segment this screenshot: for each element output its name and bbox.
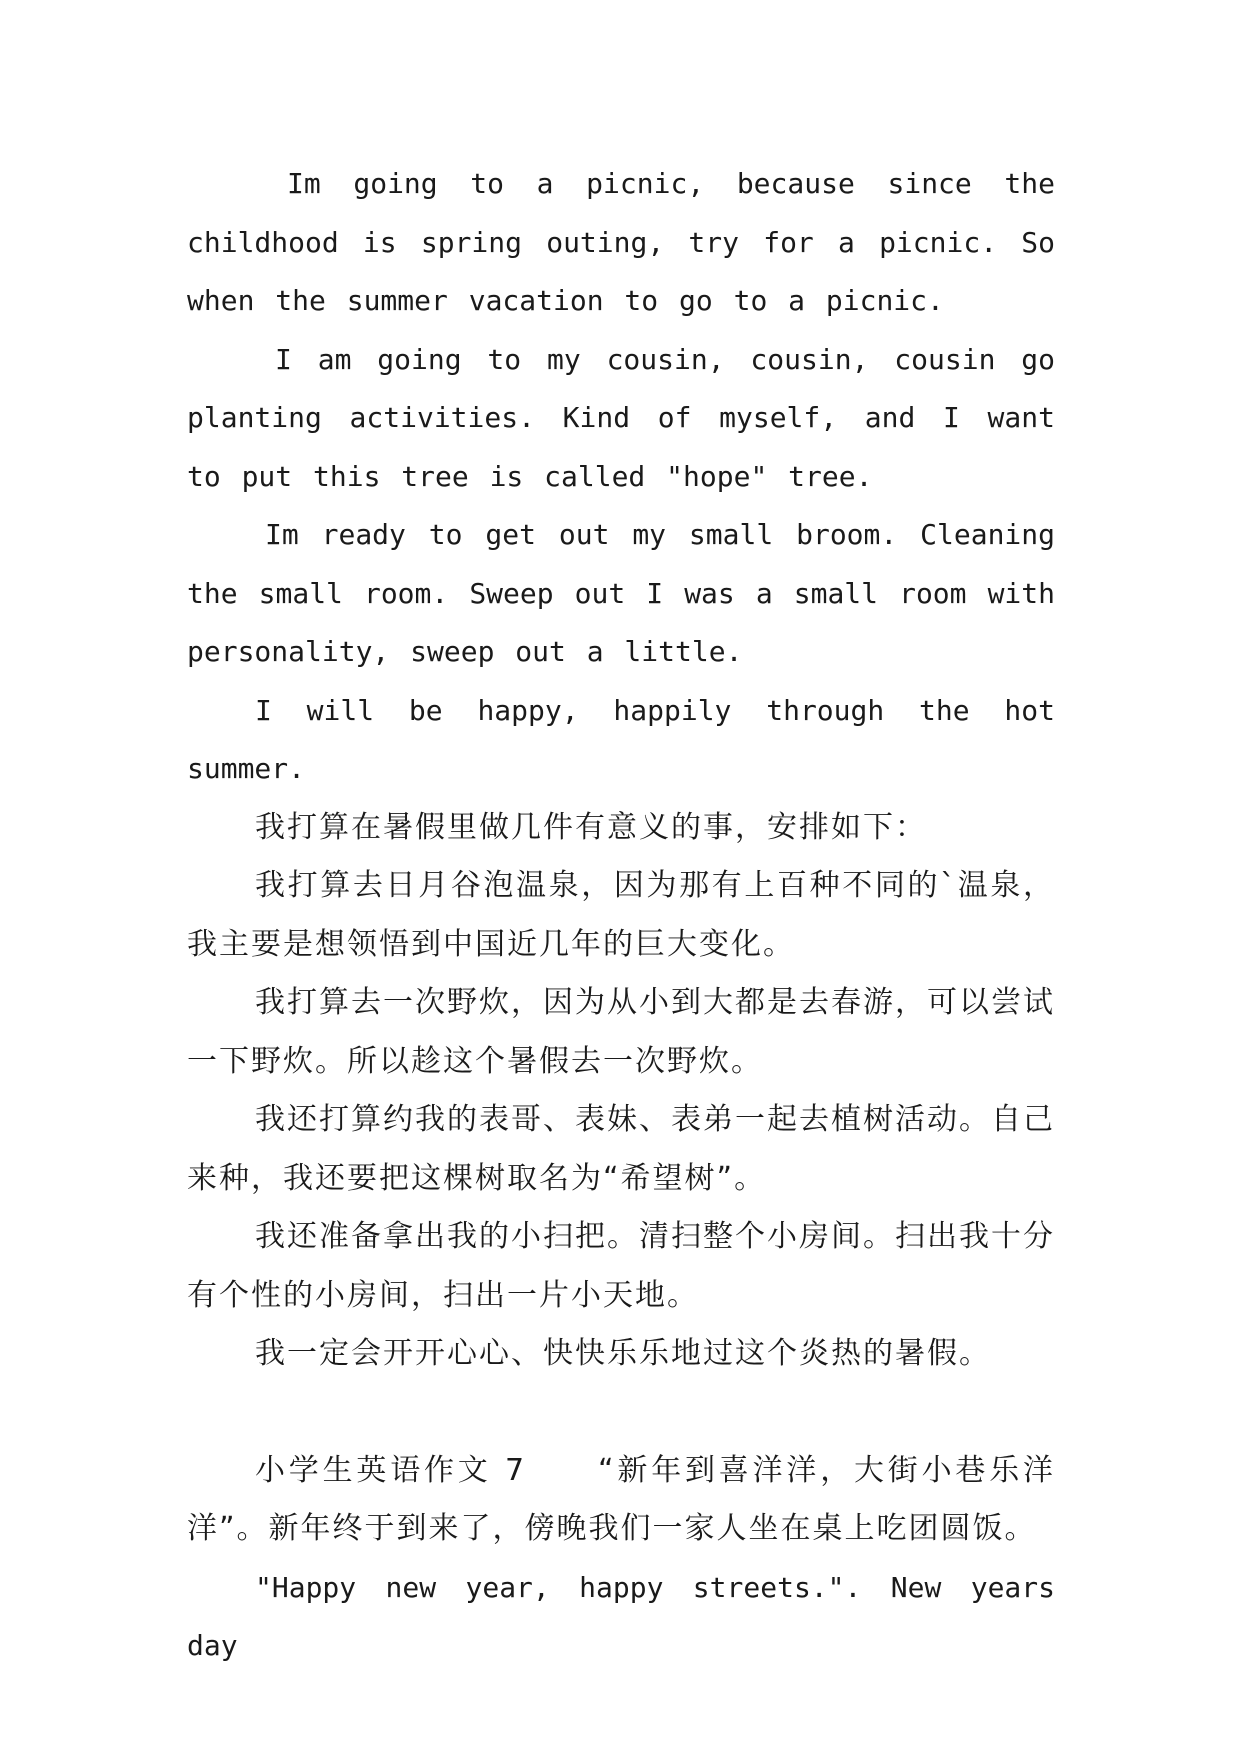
paragraph-en-picnic: Im going to a picnic, because since the childhood is spring outing, try for a picnic. So when the summer vacation to go to a picnic. bbox=[187, 167, 1055, 317]
section-heading-paragraph bbox=[187, 1442, 1055, 1559]
section-title: 小学生英语作文 7 bbox=[255, 1452, 527, 1488]
section-intro: “新年到喜洋洋，大街小巷乐洋洋”。新年终于到来了，傍晚我们一家人坐在桌上吃团圆饭。 bbox=[187, 1452, 1056, 1546]
paragraph-cn-planting: 我还打算约我的表哥、表妹、表弟一起去植树活动。自己来种，我还要把这棵树取名为“希望树”。 bbox=[187, 1102, 1055, 1196]
section-spacer bbox=[187, 1384, 1055, 1442]
paragraph-cn-summer: 我一定会开开心心、快快乐乐地过这个炎热的暑假。 bbox=[255, 1336, 991, 1371]
document-body bbox=[187, 155, 1055, 1676]
paragraph-cn-hotspring: 我打算去日月谷泡温泉，因为那有上百种不同的`温泉，我主要是想领悟到中国近几年的巨大变化。 bbox=[187, 868, 1055, 962]
paragraph-cn-picnic: 我打算去一次野炊，因为从小到大都是去春游，可以尝试一下野炊。所以趁这个暑假去一次野炊。 bbox=[187, 985, 1055, 1079]
paragraph-cn-plan: 我打算在暑假里做几件有意义的事，安排如下： bbox=[255, 809, 927, 845]
paragraph-en-broom: Im ready to get out my small broom. Cleaning the small room. Sweep out I was a small room with personality, sweep out a little. bbox=[187, 518, 1055, 668]
paragraph-en-summer: I will be happy, happily through the hot summer. bbox=[187, 693, 1055, 785]
paragraph-en-newyear: "Happy new year, happy streets.". New years day bbox=[187, 1570, 1055, 1662]
paragraph-en-planting: I am going to my cousin, cousin, cousin go planting activities. Kind of myself, and I want to put this tree is called "hope" tree. bbox=[187, 342, 1055, 493]
paragraph-cn-broom: 我还准备拿出我的小扫把。清扫整个小房间。扫出我十分有个性的小房间，扫出一片小天地。 bbox=[187, 1219, 1055, 1313]
